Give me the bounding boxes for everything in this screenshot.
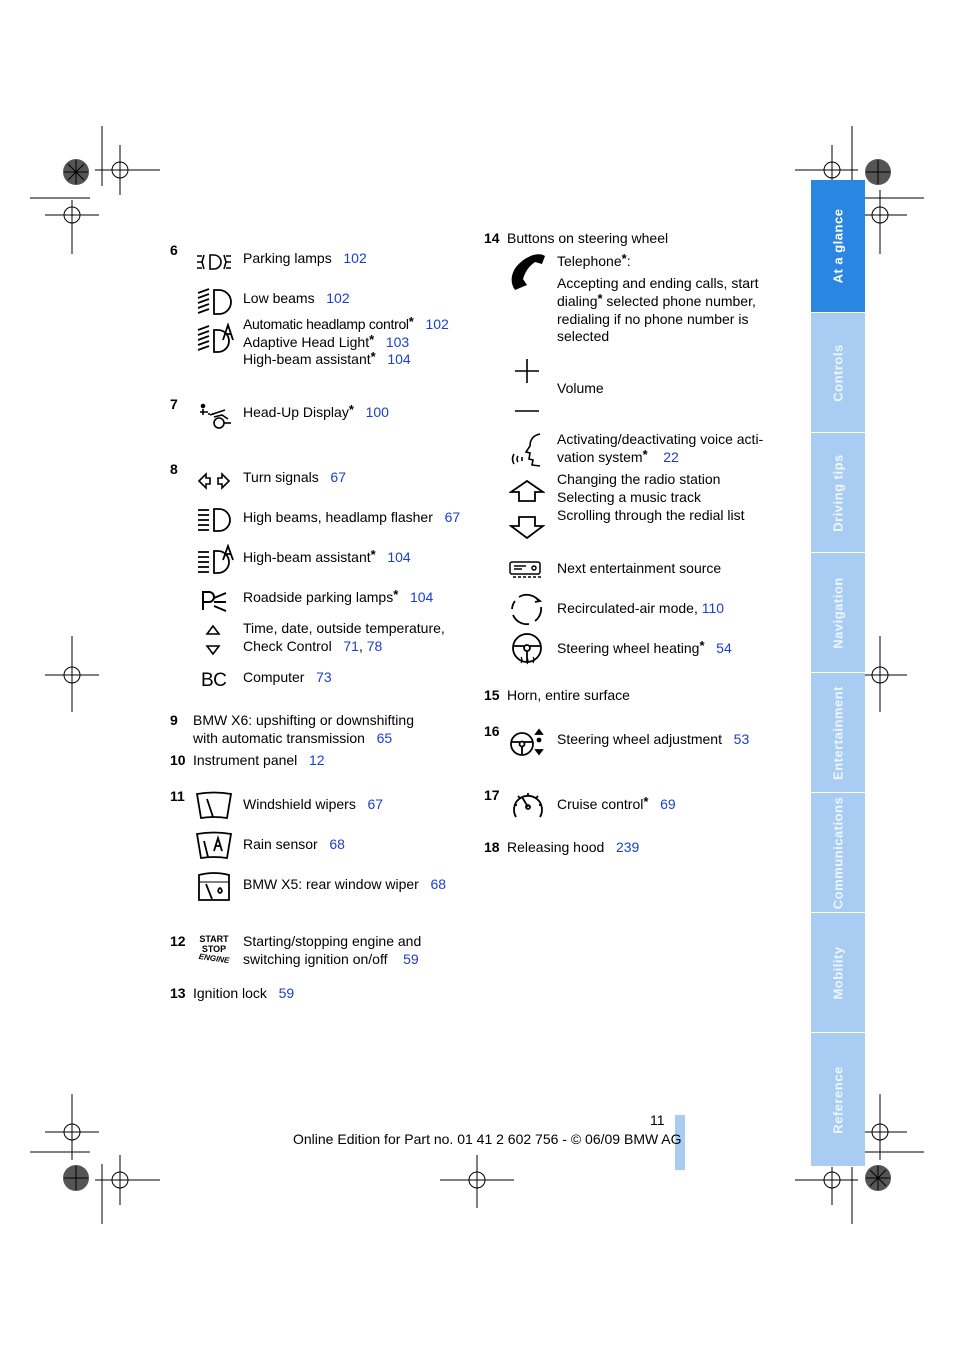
time-date-item-line2: Check Control 71, 78 — [243, 638, 383, 654]
tab-mobility[interactable]: Mobility — [811, 913, 865, 1033]
page-ref-link[interactable]: 103 — [385, 334, 410, 350]
radio-station-line2: Selecting a music track — [557, 489, 701, 505]
releasing-hood-item: Releasing hood 239 — [507, 839, 640, 855]
ignition-lock-item: Ignition lock 59 — [193, 985, 295, 1001]
instrument-panel-item: Instrument panel 12 — [193, 752, 325, 768]
automatic-headlamp-item: Automatic headlamp control* 102 — [243, 314, 449, 332]
voice-activation-line1: Activating/deactivating voice acti- — [557, 431, 764, 447]
turn-signals-icon — [197, 471, 231, 491]
windshield-wipers-item: Windshield wipers 67 — [243, 796, 384, 812]
page-ref-link[interactable]: 104 — [409, 589, 434, 605]
voice-activation-line2: vation system* 22 — [557, 447, 679, 465]
tab-at-a-glance[interactable]: At a glance — [811, 180, 865, 313]
page-ref-link[interactable]: 110 — [701, 600, 725, 616]
page-ref-link[interactable]: 102 — [425, 316, 449, 332]
page-ref-link[interactable]: 68 — [329, 836, 345, 852]
section-number-18: 18 — [484, 839, 500, 855]
rain-sensor-icon — [195, 831, 233, 861]
tab-driving-tips[interactable]: Driving tips — [811, 433, 865, 553]
telephone-desc-line4: selected — [557, 328, 610, 344]
page-ref-link[interactable]: 65 — [376, 730, 393, 746]
page-ref-link[interactable]: 12 — [308, 752, 325, 768]
cruise-control-item: Cruise control* 69 — [557, 794, 676, 812]
high-beams-item: High beams, headlamp flasher 67 — [243, 509, 461, 525]
page-ref-link[interactable]: 59 — [403, 951, 419, 967]
section-number-13: 13 — [170, 985, 186, 1001]
recirculated-air-icon — [509, 591, 545, 627]
page-ref-link[interactable]: 53 — [733, 731, 750, 747]
section-number-14: 14 — [484, 230, 500, 246]
roadside-parking-lamps-item: Roadside parking lamps* 104 — [243, 587, 434, 605]
page-ref-link[interactable]: 100 — [365, 404, 389, 420]
cruise-control-icon — [510, 789, 546, 821]
time-date-item-line1: Time, date, outside temperature, — [243, 620, 445, 636]
page-ref-link[interactable]: 54 — [716, 640, 732, 656]
roadside-parking-lamps-icon — [201, 590, 229, 612]
high-beam-assistant-item: High-beam assistant* 104 — [243, 349, 411, 367]
tab-reference[interactable]: Reference — [811, 1033, 865, 1167]
headlamp-assistant-icon — [197, 322, 235, 356]
footer-edition: Online Edition for Part no. 01 41 2 602 756 - © 06/09 BMW AG — [293, 1131, 682, 1147]
entertainment-source-icon — [509, 560, 545, 580]
steering-wheel-buttons-heading: Buttons on steering wheel — [507, 230, 669, 246]
high-beam-assistant-item-8: High-beam assistant* 104 — [243, 547, 411, 565]
horn-item: Horn, entire surface — [507, 687, 630, 703]
volume-minus-icon — [514, 409, 540, 413]
recirculated-air-item: Recirculated-air mode, 110 — [557, 600, 725, 616]
next-entertainment-source-label: Next entertainment source — [557, 560, 722, 576]
section-number-8: 8 — [170, 461, 178, 477]
telephone-desc-line3: redialing if no phone number is — [557, 311, 749, 327]
page-ref-link[interactable]: 67 — [367, 796, 384, 812]
steering-wheel-heating-icon — [510, 632, 544, 668]
telephone-desc-line1: Accepting and ending calls, start — [557, 275, 759, 291]
low-beams-icon — [197, 287, 233, 317]
rear-window-wiper-icon — [195, 869, 233, 903]
parking-lamps-icon — [196, 251, 232, 273]
tab-controls[interactable]: Controls — [811, 313, 865, 433]
low-beams-item: Low beams 102 — [243, 290, 350, 306]
page-ref-link[interactable]: 67 — [330, 469, 346, 485]
computer-icon: BC — [201, 670, 227, 691]
page-ref-link[interactable]: 239 — [615, 839, 640, 855]
turn-signals-item: Turn signals 67 — [243, 469, 346, 485]
rear-window-wiper-item: BMW X5: rear window wiper 68 — [243, 876, 447, 892]
page-ref-link[interactable]: 67 — [444, 509, 461, 525]
head-up-display-item: Head-Up Display* 100 — [243, 402, 389, 420]
parking-lamps-item: Parking lamps 102 — [243, 250, 367, 266]
page-ref-link[interactable]: 73 — [316, 669, 332, 685]
section-number-7: 7 — [170, 396, 178, 412]
tab-entertainment[interactable]: Entertainment — [811, 673, 865, 793]
computer-item: Computer 73 — [243, 669, 332, 685]
section-number-16: 16 — [484, 723, 500, 739]
steering-wheel-adjustment-item: Steering wheel adjustment 53 — [557, 731, 750, 747]
page-ref-link[interactable]: 22 — [663, 449, 679, 465]
section-number-12: 12 — [170, 933, 186, 949]
page-ref-link[interactable]: 71 — [343, 638, 359, 654]
up-down-arrows-icon — [205, 624, 221, 658]
high-beam-assistant-icon — [197, 544, 235, 574]
page-number: 11 — [650, 1112, 665, 1128]
start-stop-engine-icon: START STOP ENGINE — [198, 934, 230, 966]
arrow-down-icon — [509, 515, 545, 541]
section-number-15: 15 — [484, 687, 500, 703]
page-ref-link[interactable]: 59 — [278, 985, 295, 1001]
page-ref-link[interactable]: 104 — [387, 351, 411, 367]
section-number-6: 6 — [170, 242, 178, 258]
page-ref-link[interactable]: 69 — [660, 796, 676, 812]
voice-activation-icon — [510, 432, 546, 470]
steering-wheel-heating-item: Steering wheel heating* 54 — [557, 638, 732, 656]
telephone-desc-line2: dialing* selected phone number, — [557, 291, 756, 309]
section-number-11: 11 — [170, 788, 185, 804]
shifting-item-line2: with automatic transmission 65 — [193, 730, 393, 746]
adaptive-head-light-item: Adaptive Head Light* 103 — [243, 332, 410, 350]
rain-sensor-item: Rain sensor 68 — [243, 836, 345, 852]
steering-wheel-adjustment-icon — [509, 728, 545, 758]
page-ref-link[interactable]: 104 — [387, 549, 411, 565]
arrow-up-icon — [509, 479, 545, 503]
start-stop-item-line1: Starting/stopping engine and — [243, 933, 422, 949]
volume-plus-icon — [514, 358, 540, 384]
tab-communications[interactable]: Communications — [811, 793, 865, 913]
shifting-item-line1: BMW X6: upshifting or downshifting — [193, 712, 414, 728]
radio-station-line1: Changing the radio station — [557, 471, 721, 487]
telephone-icon — [509, 252, 547, 292]
page-ref-link[interactable]: 78 — [366, 638, 383, 654]
page-ref-link[interactable]: 102 — [343, 250, 367, 266]
head-up-display-icon — [198, 402, 232, 430]
section-number-9: 9 — [170, 712, 178, 728]
tab-navigation[interactable]: Navigation — [811, 553, 865, 673]
page-ref-link[interactable]: 102 — [326, 290, 350, 306]
radio-station-line3: Scrolling through the redial list — [557, 507, 745, 523]
high-beams-icon — [197, 506, 233, 534]
section-number-17: 17 — [484, 787, 500, 803]
telephone-title: Telephone*: — [557, 251, 631, 269]
page-ref-link[interactable]: 68 — [430, 876, 447, 892]
start-stop-item-line2: switching ignition on/off 59 — [243, 951, 419, 967]
volume-label: Volume — [557, 380, 604, 396]
section-number-10: 10 — [170, 752, 186, 768]
windshield-wiper-icon — [195, 791, 233, 821]
